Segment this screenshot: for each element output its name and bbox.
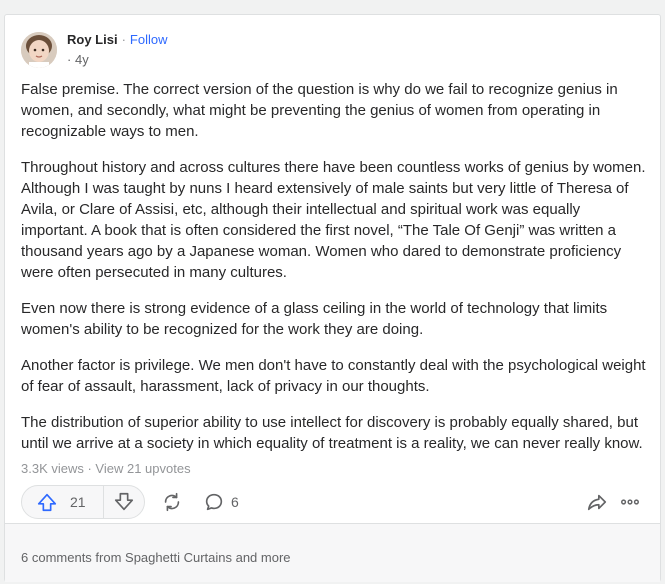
upvote-button[interactable]	[22, 486, 104, 518]
vote-pill	[21, 485, 145, 519]
avatar[interactable]	[21, 32, 57, 68]
comment-button[interactable]	[203, 491, 239, 513]
author-meta	[67, 31, 168, 69]
more-icon	[619, 491, 641, 513]
comment-icon	[203, 491, 225, 513]
answer-time[interactable]: 4y	[74, 52, 89, 67]
more-options-button[interactable]	[619, 491, 641, 513]
answer-header	[21, 31, 168, 69]
comments-footer[interactable]	[5, 523, 660, 582]
reshare-button[interactable]	[161, 491, 183, 513]
author-name[interactable]: Roy Lisi	[67, 32, 118, 47]
downvote-button[interactable]	[104, 486, 144, 518]
comments-summary[interactable]: 6 comments from Spaghetti Curtains and more	[21, 550, 291, 565]
downvote-icon	[113, 491, 135, 513]
answer-stats[interactable]: 3.3K views · View 21 upvotes	[21, 461, 191, 476]
share-icon	[586, 491, 608, 513]
answer-content	[21, 79, 649, 469]
answer-paragraph: The distribution of superior ability to use intellect for discovery is probably equally shared, but until we arrive at a society in which equality of treatment is a reality, we can never really know.	[21, 414, 643, 452]
separator-dot: ·	[121, 32, 126, 47]
reshare-icon	[161, 491, 183, 513]
action-bar	[21, 485, 649, 519]
comment-count: 6	[231, 494, 239, 510]
answer-paragraph: Another factor is privilege. We men don't have to constantly deal with the psychological weight of fear of assault, harassment, lack of privacy in our thoughts.	[21, 357, 646, 395]
answer-card	[4, 14, 661, 582]
upvote-count: 21	[70, 494, 86, 510]
answer-paragraph: Throughout history and across cultures there have been countless works of genius by women. Although I was taught by nuns I heard extensively of male saints but very little of Theresa of Avila, or Clare of Assisi, etc, although their intellectual and spiritual work was equally important. A book that is often considered the first novel, “The Tale Of Genji” was written a thousand years ago by a Japanese woman. Women who dared to demonstrate proficiency were often persecuted in many cultures.	[21, 159, 646, 281]
share-button[interactable]	[586, 491, 608, 513]
follow-button[interactable]: Follow	[129, 32, 168, 47]
time-separator: ·	[67, 52, 72, 67]
upvote-icon	[36, 491, 58, 513]
answer-paragraph: False premise. The correct version of the question is why do we fail to recognize genius in women, and secondly, what might be preventing the genius of women from operating in recognizable ways to men.	[21, 81, 618, 140]
answer-paragraph: Even now there is strong evidence of a glass ceiling in the world of technology that limits women's ability to be recognized for the work they are doing.	[21, 300, 608, 338]
